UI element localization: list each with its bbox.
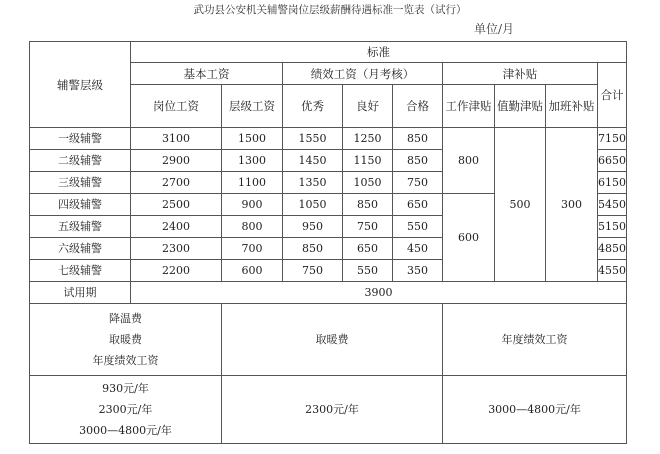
probation-label: 试用期	[30, 282, 131, 304]
cell-excellent: 1350	[283, 172, 343, 194]
cell-grade-pay: 800	[222, 216, 283, 238]
cell-excellent: 1450	[283, 150, 343, 172]
header-level: 辅警层级	[30, 42, 131, 128]
row-level: 四级辅警	[30, 194, 131, 216]
bottom-head-row	[30, 304, 627, 376]
bottom-right-value: 3000—4800元/年	[443, 376, 627, 444]
header-work-allowance: 工作津贴	[443, 85, 495, 128]
bottom-left-value-3: 3000—4800元/年	[79, 424, 172, 437]
cell-grade-pay: 600	[222, 260, 283, 282]
cell-excellent: 1050	[283, 194, 343, 216]
header-allowance: 津补贴	[443, 63, 598, 85]
cell-grade-pay: 700	[222, 238, 283, 260]
row-level: 五级辅警	[30, 216, 131, 238]
row-level: 七级辅警	[30, 260, 131, 282]
cell-good: 750	[343, 216, 393, 238]
header-excellent: 优秀	[283, 85, 343, 128]
header-duty-allowance: 值勤津贴	[495, 85, 546, 128]
cell-pass: 850	[393, 150, 443, 172]
header-post-pay: 岗位工资	[131, 85, 222, 128]
header-grade-pay: 层级工资	[222, 85, 283, 128]
cell-good: 1050	[343, 172, 393, 194]
bottom-left-value-2: 2300元/年	[98, 403, 153, 416]
cell-post-pay: 2900	[131, 150, 222, 172]
bottom-left-value-1: 930元/年	[102, 382, 149, 395]
row-level: 二级辅警	[30, 150, 131, 172]
cell-total: 4550	[598, 260, 627, 282]
cell-total: 4850	[598, 238, 627, 260]
cell-work-allowance-group-2: 600	[443, 194, 495, 282]
cell-good: 550	[343, 260, 393, 282]
header-total: 合计	[598, 63, 627, 128]
cell-pass: 450	[393, 238, 443, 260]
cell-excellent: 750	[283, 260, 343, 282]
unit-label: 单位/月	[474, 22, 515, 36]
cell-total: 6150	[598, 172, 627, 194]
cell-pass: 550	[393, 216, 443, 238]
header-pass: 合格	[393, 85, 443, 128]
header-standard: 标准	[131, 42, 627, 63]
row-level: 六级辅警	[30, 238, 131, 260]
cell-post-pay: 2300	[131, 238, 222, 260]
probation-row	[30, 282, 627, 304]
cell-post-pay: 2400	[131, 216, 222, 238]
bottom-left-head-2: 取暖费	[109, 333, 142, 346]
header-overtime-allowance: 加班补贴	[546, 85, 598, 128]
cell-good: 650	[343, 238, 393, 260]
cell-total: 5150	[598, 216, 627, 238]
cell-work-allowance-group-1: 800	[443, 128, 495, 194]
cell-post-pay: 2200	[131, 260, 222, 282]
bottom-mid-head: 取暖费	[222, 304, 443, 376]
bottom-left-head-1: 降温费	[109, 312, 142, 325]
cell-grade-pay: 1300	[222, 150, 283, 172]
cell-post-pay: 2700	[131, 172, 222, 194]
row-level: 一级辅警	[30, 128, 131, 150]
cell-pass: 650	[393, 194, 443, 216]
cell-grade-pay: 1500	[222, 128, 283, 150]
cell-total: 6650	[598, 150, 627, 172]
bottom-value-row	[30, 376, 627, 444]
bottom-left-head-3: 年度绩效工资	[92, 354, 159, 367]
cell-good: 1250	[343, 128, 393, 150]
cell-excellent: 850	[283, 238, 343, 260]
cell-good: 850	[343, 194, 393, 216]
header-performance-pay: 绩效工资（月考核）	[283, 63, 443, 85]
bottom-mid-value: 2300元/年	[222, 376, 443, 444]
header-basic-pay: 基本工资	[131, 63, 283, 85]
cell-post-pay: 2500	[131, 194, 222, 216]
bottom-left-values	[30, 376, 222, 444]
table-row	[30, 128, 627, 150]
cell-excellent: 1550	[283, 128, 343, 150]
cell-pass: 350	[393, 260, 443, 282]
header-good: 良好	[343, 85, 393, 128]
bottom-right-head: 年度绩效工资	[443, 304, 627, 376]
cell-pass: 850	[393, 128, 443, 150]
salary-table	[29, 41, 627, 444]
cell-grade-pay: 900	[222, 194, 283, 216]
cell-overtime-allowance: 300	[546, 128, 598, 282]
cell-total: 5450	[598, 194, 627, 216]
row-level: 三级辅警	[30, 172, 131, 194]
probation-value: 3900	[131, 282, 627, 304]
cell-total: 7150	[598, 128, 627, 150]
cell-duty-allowance: 500	[495, 128, 546, 282]
bottom-left-heads	[30, 304, 222, 376]
cell-pass: 750	[393, 172, 443, 194]
cell-grade-pay: 1100	[222, 172, 283, 194]
cell-excellent: 950	[283, 216, 343, 238]
page-title: 武功县公安机关辅警岗位层级薪酬待遇标准一览表（试行）	[193, 4, 467, 16]
cell-post-pay: 3100	[131, 128, 222, 150]
cell-good: 1150	[343, 150, 393, 172]
